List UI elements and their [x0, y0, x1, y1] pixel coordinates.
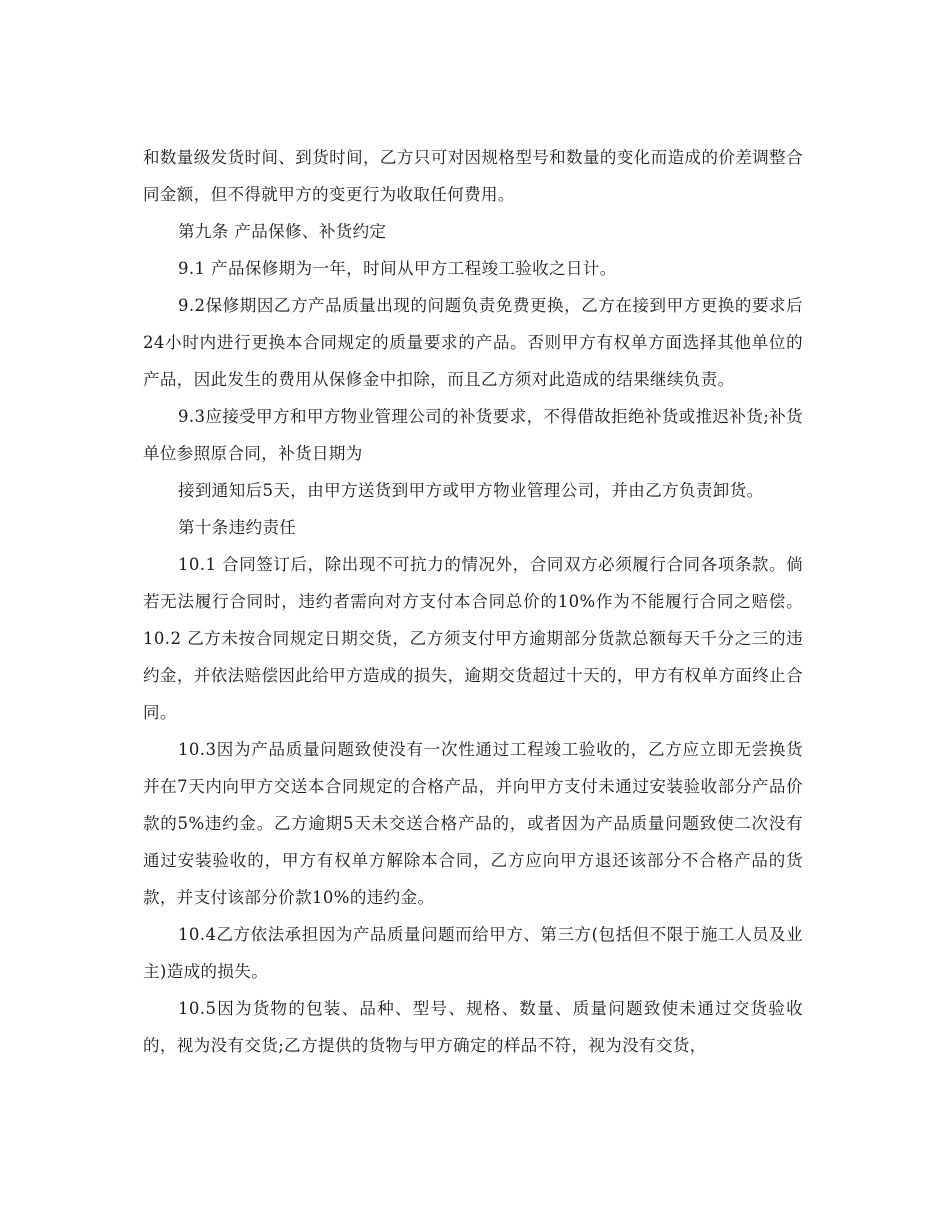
clause-10-1-10-2: 10.1 合同签订后，除出现不可抗力的情况外，合同双方必须履行合同各项条款。倘若无法履行合同时，违约者需向对方支付本合同总价的10%作为不能履行合同之赔偿。 10.2 乙方未按合同规定日期交货，乙方须支付甲方逾期部分货款总额每天千分之三的违约金，并依法赔偿因此给甲方造成的损失，逾期交货超过十天的，甲方有权单方面终止合同。	[143, 555, 803, 722]
clause-9-1: 9.1 产品保修期为一年，时间从甲方工程竣工验收之日计。	[178, 259, 617, 278]
clause-10-3: 10.3因为产品质量问题致使没有一次性通过工程竣工验收的，乙方应立即无尝换货并在7天内向甲方交送本合同规定的合格产品，并向甲方支付未通过安装验收部分产品价款的5%违约金。乙方逾期5天未交送合格产品的，或者因为产品质量问题致使二次没有通过安装验收的，甲方有权单方解除本合同，乙方应向甲方退还该部分不合格产品的货款，并支付该部分价款10%的违约金。	[143, 740, 803, 907]
clause-10-4: 10.4乙方依法承担因为产品质量问题而给甲方、第三方(包括但不限于施工人员及业主)造成的损失。	[143, 925, 803, 981]
document-body	[143, 139, 803, 1064]
paragraph-continuation: 和数量级发货时间、到货时间，乙方只可对因规格型号和数量的变化而造成的价差调整合同金额，但不得就甲方的变更行为收取任何费用。	[143, 148, 803, 204]
article-10-heading: 第十条违约责任	[178, 518, 297, 537]
clause-10-5: 10.5因为货物的包装、品种、型号、规格、数量、质量问题致使未通过交货验收的，视为没有交货;乙方提供的货物与甲方确定的样品不符，视为没有交货，	[143, 999, 803, 1055]
clause-9-3-continued: 接到通知后5天，由甲方送货到甲方或甲方物业管理公司，并由乙方负责卸货。	[178, 481, 764, 500]
clause-9-2: 9.2保修期因乙方产品质量出现的问题负责免费更换，乙方在接到甲方更换的要求后24小时内进行更换本合同规定的质量要求的产品。否则甲方有权单方面选择其他单位的产品，因此发生的费用从保修金中扣除，而且乙方须对此造成的结果继续负责。	[143, 296, 803, 389]
article-9-heading: 第九条 产品保修、补货约定	[178, 222, 387, 241]
clause-9-3: 9.3应接受甲方和甲方物业管理公司的补货要求，不得借故拒绝补货或推迟补货;补货单位参照原合同，补货日期为	[143, 407, 803, 463]
